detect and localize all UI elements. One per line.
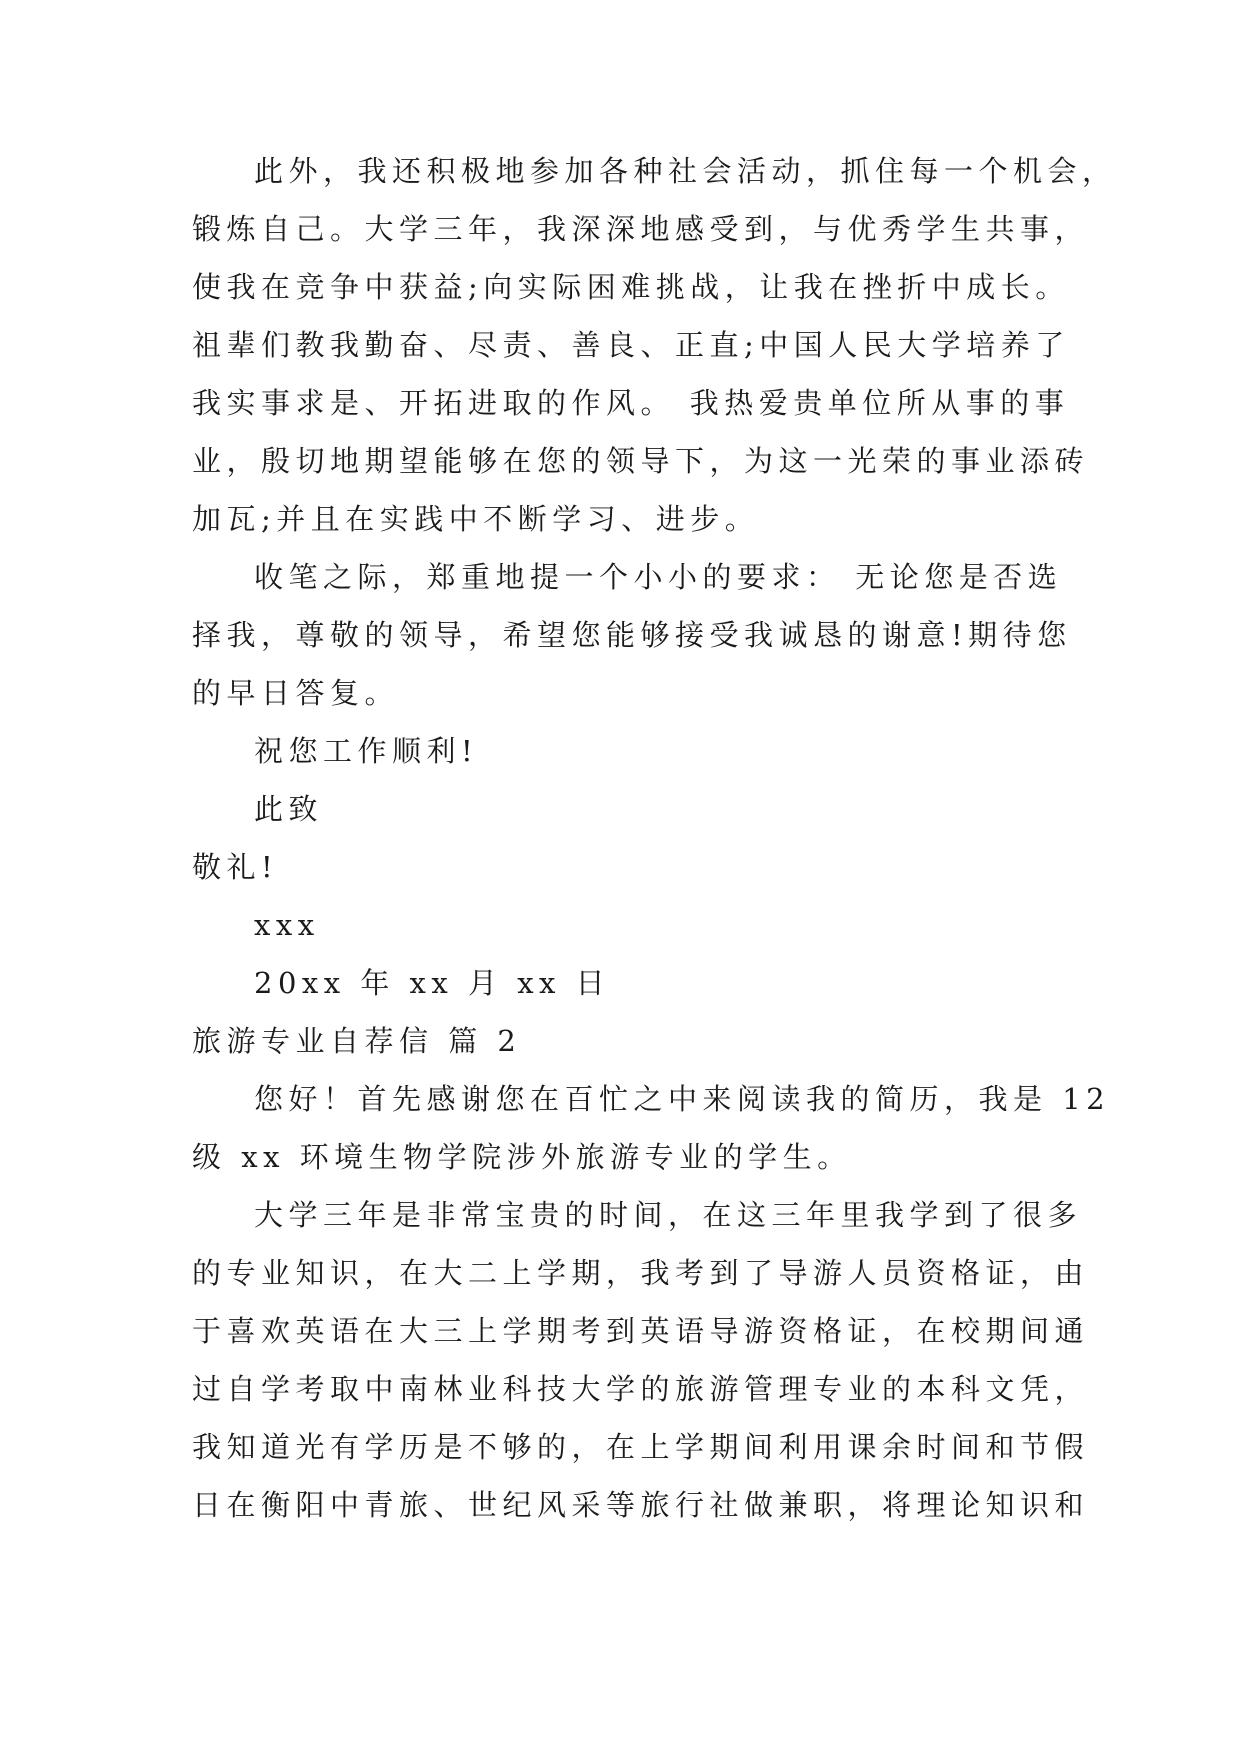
text-line: 大学三年是非常宝贵的时间，在这三年里我学到了很多 [254,1198,1083,1232]
text-line: 我知道光有学历是不够的，在上学期间利用课余时间和节假 [192,1430,1090,1464]
text-line: xxx [254,908,320,942]
text-line: 的专业知识，在大二上学期，我考到了导游人员资格证，由 [192,1256,1090,1290]
text-line: 级 xx 环境生物学院涉外旅游专业的学生。 [192,1140,852,1174]
text-line: 祝您工作顺利! [254,734,479,768]
text-line: 敬礼! [192,850,279,884]
text-line: 日在衡阳中青旅、世纪风采等旅行社做兼职，将理论知识和 [192,1488,1090,1522]
text-line: 加瓦;并且在实践中不断学习、进步。 [192,502,760,536]
text-line: 旅游专业自荐信 篇 2 [192,1024,522,1058]
text-line: 您好！首先感谢您在百忙之中来阅读我的简历，我是 12 [254,1082,1111,1116]
text-line: 的早日答复。 [192,676,400,710]
text-line: 过自学考取中南林业科技大学的旅游管理专业的本科文凭， [192,1372,1090,1406]
text-line: 使我在竞争中获益;向实际困难挑战，让我在挫折中成长。 [192,270,1070,304]
text-line: 择我，尊敬的领导，希望您能够接受我诚恳的谢意!期待您 [192,618,1072,652]
text-line: 祖辈们教我勤奋、尽责、善良、正直;中国人民大学培养了 [192,328,1070,362]
text-line: 于喜欢英语在大三上学期考到英语导游资格证，在校期间通 [192,1314,1090,1348]
text-line: 我实事求是、开拓进取的作风。 我热爱贵单位所从事的事 [192,386,1070,420]
text-line: 此致 [254,792,324,826]
text-line: 20xx 年 xx 月 xx 日 [254,966,611,1000]
text-line: 收笔之际，郑重地提一个小小的要求： 无论您是否选 [254,560,1063,594]
text-line: 此外，我还积极地参加各种社会活动，抓住每一个机会， [254,154,1117,188]
document-body [192,142,1117,1534]
text-line: 业，殷切地期望能够在您的领导下，为这一光荣的事业添砖 [192,444,1090,478]
text-line: 锻炼自己。大学三年，我深深地感受到，与优秀学生共事， [192,212,1090,246]
